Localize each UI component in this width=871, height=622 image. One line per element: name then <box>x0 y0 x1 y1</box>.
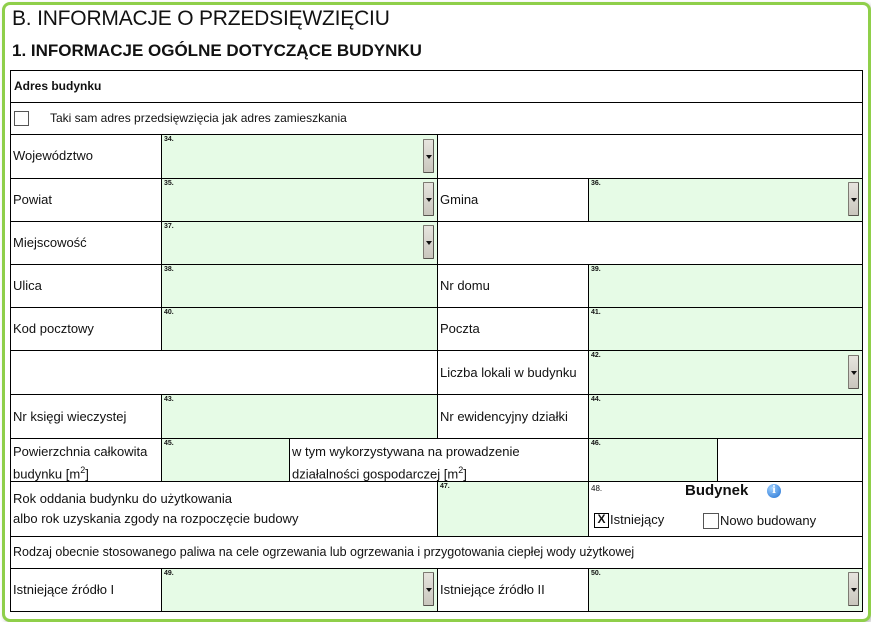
powierzchnia-input[interactable] <box>161 438 290 482</box>
empty-cell <box>437 134 863 179</box>
nr-domu-label-cell <box>437 264 589 308</box>
field-number: 42. <box>591 352 601 359</box>
budynek-title: Budynek <box>685 482 749 499</box>
field-number: 36. <box>591 180 601 187</box>
field-number: 43. <box>164 396 174 403</box>
field-number: 48. <box>591 484 603 493</box>
chevron-down-icon[interactable] <box>423 572 434 606</box>
chevron-down-icon[interactable] <box>848 182 859 216</box>
field-number: 49. <box>164 570 174 577</box>
ulica-input[interactable] <box>161 264 438 308</box>
powierzchnia-dzial-label-cell <box>289 438 589 482</box>
field-number: 41. <box>591 309 601 316</box>
nr-ksiegi-input[interactable] <box>161 394 438 439</box>
source2-label-cell <box>437 568 589 612</box>
empty-cell <box>10 350 438 395</box>
poczta-input[interactable] <box>588 307 863 351</box>
istniejacy-label: Istniejący <box>610 512 665 527</box>
powiat-label: Powiat <box>13 192 53 207</box>
poczta-label-cell <box>437 307 589 351</box>
powierzchnia-dzial-input[interactable] <box>588 438 718 482</box>
powierzchnia-dzial-label: w tym wykorzystywana na prowadzenie działalności gospodarczej $[m^2]$ <box>292 444 520 482</box>
gmina-label: Gmina <box>440 192 479 207</box>
nr-domu-input[interactable] <box>588 264 863 308</box>
nr-ksiegi-label: Nr księgi wieczystej <box>13 409 127 424</box>
info-icon[interactable]: i <box>767 484 781 498</box>
same-address-checkbox[interactable] <box>14 111 29 126</box>
chevron-down-icon[interactable] <box>423 225 434 259</box>
source2-label: Istniejące źródło II <box>440 582 545 597</box>
budynek-cell <box>588 481 863 537</box>
nowo-budowany-checkbox[interactable] <box>703 513 719 529</box>
powiat-label-cell <box>10 178 162 222</box>
chevron-down-icon[interactable] <box>848 355 859 389</box>
miejscowosc-label-cell <box>10 221 162 265</box>
same-address-row <box>10 102 863 135</box>
field-number: 38. <box>164 266 174 273</box>
gmina-dropdown[interactable] <box>588 178 863 222</box>
rok-label-cell <box>10 481 438 537</box>
heating-heading-row <box>10 536 863 569</box>
istniejacy-checkbox[interactable]: X <box>594 513 609 528</box>
field-number: 47. <box>440 483 450 490</box>
same-address-label: Taki sam adres przedsięwzięcia jak adres zamieszkania <box>50 111 347 125</box>
field-number: 37. <box>164 223 174 230</box>
source1-label-cell <box>10 568 162 612</box>
field-number: 39. <box>591 266 601 273</box>
nowo-budowany-label: Nowo budowany <box>720 513 817 528</box>
liczba-lokali-dropdown[interactable] <box>588 350 863 395</box>
section-subtitle: 1. INFORMACJE OGÓLNE DOTYCZĄCE BUDYNKU <box>12 41 422 60</box>
wojewodztwo-label: Województwo <box>13 148 93 163</box>
source1-dropdown[interactable] <box>161 568 438 612</box>
field-number: 46. <box>591 440 601 447</box>
wojewodztwo-dropdown[interactable] <box>161 134 438 179</box>
section-title: B. INFORMACJE O PRZEDSIĘWZIĘCIU <box>12 7 390 30</box>
nr-dzialki-label-cell <box>437 394 589 439</box>
ulica-label-cell <box>10 264 162 308</box>
chevron-down-icon[interactable] <box>423 139 434 173</box>
field-number: 34. <box>164 136 174 143</box>
address-heading-row <box>10 70 863 103</box>
rok-label: Rok oddania budynku do użytkowania albo rok uzyskania zgody na rozpoczęcie budowy <box>13 491 299 526</box>
kod-pocztowy-label: Kod pocztowy <box>13 321 94 336</box>
rok-input[interactable] <box>437 481 589 537</box>
empty-cell <box>437 221 863 265</box>
heating-heading: Rodzaj obecnie stosowanego paliwa na cele ogrzewania lub ogrzewania i przygotowania ciepłej wody użytkowej <box>13 545 635 559</box>
powiat-dropdown[interactable] <box>161 178 438 222</box>
field-number: 35. <box>164 180 174 187</box>
powierzchnia-label-cell <box>10 438 162 482</box>
nr-dzialki-label: Nr ewidencyjny działki <box>440 409 568 424</box>
kod-pocztowy-label-cell <box>10 307 162 351</box>
address-heading: Adres budynku <box>14 79 102 93</box>
source2-dropdown[interactable] <box>588 568 863 612</box>
miejscowosc-label: Miejscowość <box>13 235 87 250</box>
poczta-label: Poczta <box>440 321 480 336</box>
wojewodztwo-label-cell <box>10 134 162 179</box>
field-number: 44. <box>591 396 601 403</box>
source1-label: Istniejące źródło I <box>13 582 115 597</box>
field-number: 50. <box>591 570 601 577</box>
miejscowosc-dropdown[interactable] <box>161 221 438 265</box>
liczba-lokali-label-cell <box>437 350 589 395</box>
gmina-label-cell <box>437 178 589 222</box>
kod-pocztowy-input[interactable] <box>161 307 438 351</box>
nr-dzialki-input[interactable] <box>588 394 863 439</box>
nr-domu-label: Nr domu <box>440 278 490 293</box>
nr-ksiegi-label-cell <box>10 394 162 439</box>
liczba-lokali-label: Liczba lokali w budynku <box>440 365 577 380</box>
chevron-down-icon[interactable] <box>423 182 434 216</box>
ulica-label: Ulica <box>13 278 42 293</box>
field-number: 45. <box>164 440 174 447</box>
chevron-down-icon[interactable] <box>848 572 859 606</box>
field-number: 40. <box>164 309 174 316</box>
empty-cell <box>717 438 863 482</box>
powierzchnia-label: Powierzchnia całkowita budynku $[m^2]$ <box>13 444 148 482</box>
